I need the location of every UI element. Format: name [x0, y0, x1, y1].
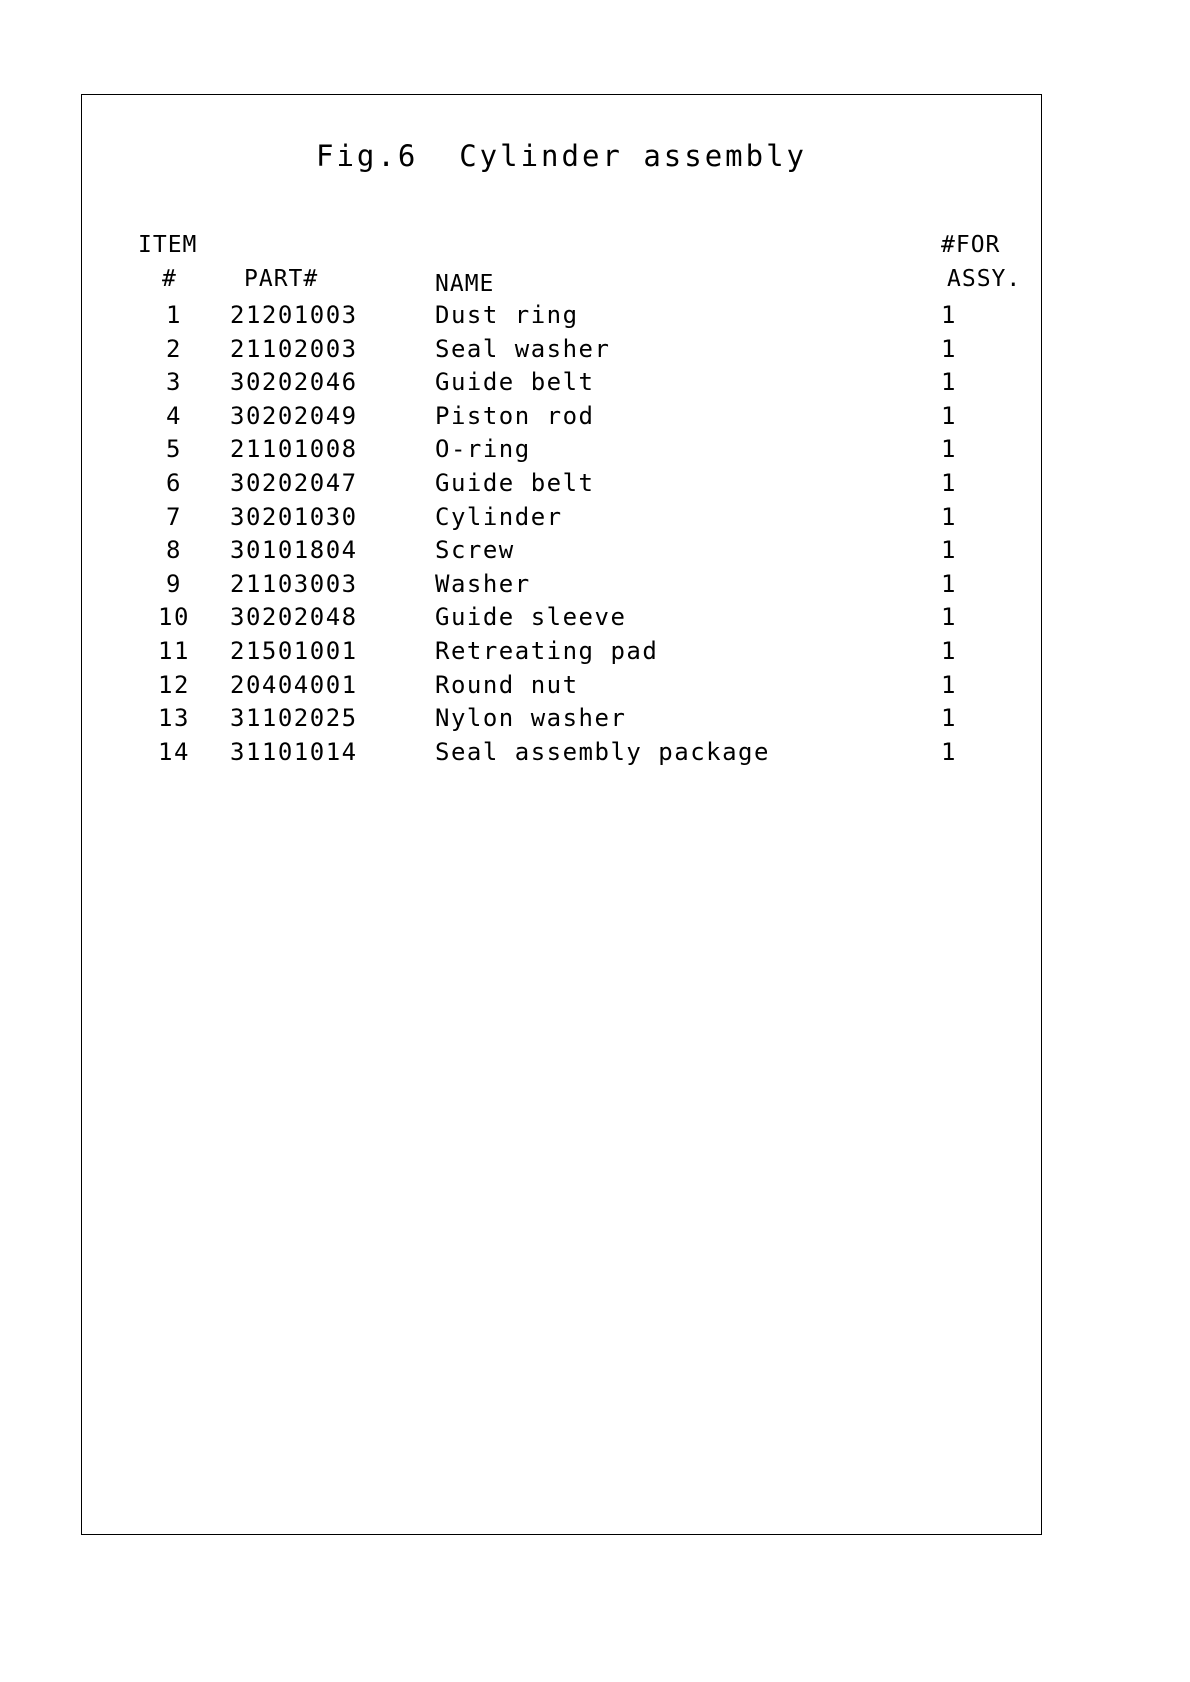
qty-for-assy: 1	[941, 536, 957, 565]
part-name: Nylon washer	[435, 704, 627, 733]
qty-for-assy: 1	[941, 569, 957, 598]
table-row	[82, 536, 1041, 570]
part-name: Guide belt	[435, 468, 595, 497]
table-row	[82, 704, 1041, 738]
table-row	[82, 671, 1041, 705]
header-part: PART#	[244, 266, 319, 292]
table-row	[82, 368, 1041, 402]
item-number: 9	[166, 569, 182, 598]
item-number: 2	[166, 334, 182, 363]
table-row	[82, 503, 1041, 537]
item-number: 4	[166, 401, 182, 430]
header-item-line2: #	[162, 266, 177, 292]
table-row	[82, 435, 1041, 469]
part-name: Guide belt	[435, 368, 595, 397]
part-number: 30101804	[230, 536, 358, 565]
item-number: 8	[166, 536, 182, 565]
item-number: 6	[166, 468, 182, 497]
item-number: 5	[166, 435, 182, 464]
part-name: Retreating pad	[435, 636, 659, 665]
qty-for-assy: 1	[941, 401, 957, 430]
table-row	[82, 570, 1041, 604]
table-row	[82, 637, 1041, 671]
item-number: 10	[158, 603, 190, 632]
part-name: Seal washer	[435, 334, 611, 363]
part-number: 21103003	[230, 569, 358, 598]
part-name: Piston rod	[435, 401, 595, 430]
part-name: Washer	[435, 569, 531, 598]
item-number: 1	[166, 301, 182, 329]
part-number: 30202049	[230, 401, 358, 430]
item-number: 12	[158, 670, 190, 699]
qty-for-assy: 1	[941, 603, 957, 632]
item-number: 13	[158, 704, 190, 733]
item-number: 3	[166, 368, 182, 397]
part-number: 20404001	[230, 670, 358, 699]
page-frame	[81, 94, 1042, 1535]
parts-list	[82, 301, 1041, 771]
header-qty-line1: #FOR	[941, 232, 1001, 258]
qty-for-assy: 1	[941, 368, 957, 397]
part-name: Cylinder	[435, 502, 563, 531]
table-row	[82, 738, 1041, 772]
part-name: Dust ring	[435, 301, 579, 329]
part-name: Guide sleeve	[435, 603, 627, 632]
part-name: Screw	[435, 536, 515, 565]
header-qty-line2: ASSY.	[947, 266, 1022, 292]
header-name: NAME	[435, 271, 495, 297]
table-row	[82, 335, 1041, 369]
part-number: 30201030	[230, 502, 358, 531]
qty-for-assy: 1	[941, 435, 957, 464]
part-number: 30202048	[230, 603, 358, 632]
table-row	[82, 402, 1041, 436]
part-number: 21102003	[230, 334, 358, 363]
part-number: 31101014	[230, 737, 358, 766]
part-number: 21101008	[230, 435, 358, 464]
part-number: 31102025	[230, 704, 358, 733]
part-number: 21501001	[230, 636, 358, 665]
table-row	[82, 469, 1041, 503]
part-name: Seal assembly package	[435, 737, 770, 766]
part-number: 30202046	[230, 368, 358, 397]
item-number: 11	[158, 636, 190, 665]
item-number: 14	[158, 737, 190, 766]
qty-for-assy: 1	[941, 301, 957, 329]
table-row	[82, 301, 1041, 335]
item-number: 7	[166, 502, 182, 531]
part-number: 21201003	[230, 301, 358, 329]
part-name: O-ring	[435, 435, 531, 464]
part-number: 30202047	[230, 468, 358, 497]
table-row	[82, 603, 1041, 637]
qty-for-assy: 1	[941, 670, 957, 699]
header-item-line1: ITEM	[138, 232, 198, 258]
page-title: Fig.6 Cylinder assembly	[315, 139, 808, 173]
part-name: Round nut	[435, 670, 579, 699]
qty-for-assy: 1	[941, 636, 957, 665]
qty-for-assy: 1	[941, 737, 957, 766]
qty-for-assy: 1	[941, 704, 957, 733]
qty-for-assy: 1	[941, 502, 957, 531]
qty-for-assy: 1	[941, 468, 957, 497]
qty-for-assy: 1	[941, 334, 957, 363]
